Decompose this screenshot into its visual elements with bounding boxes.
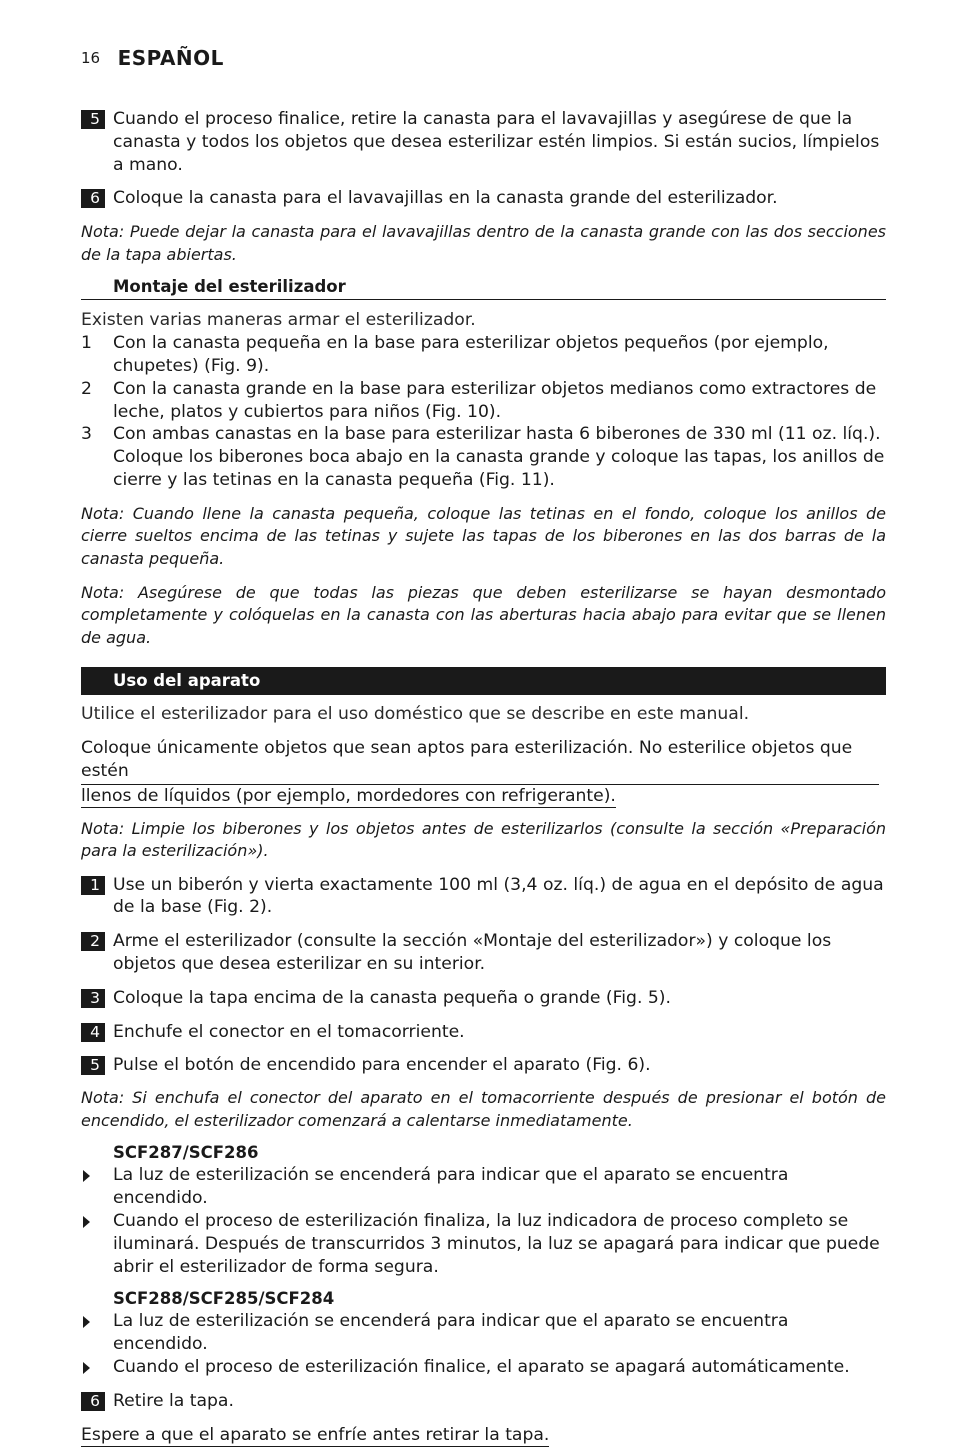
step-number-badge: 2 bbox=[81, 932, 105, 951]
step-text: Use un biberón y vierta exactamente 100 ml (3,4 oz. líq.) de agua en el depósito de agua de la base (Fig. 2). bbox=[113, 874, 884, 918]
note: Nota: Limpie los biberones y los objetos antes de esterilizarlos (consulte la sección «Preparación para la esterilización»). bbox=[81, 818, 886, 861]
step-text: Retire la tapa. bbox=[113, 1390, 234, 1411]
warning-text bbox=[81, 1424, 886, 1447]
list-number: 2 bbox=[81, 378, 92, 399]
list-item bbox=[81, 332, 886, 378]
step-item bbox=[81, 1054, 886, 1077]
bullet-item bbox=[81, 1310, 886, 1356]
page-header bbox=[81, 46, 224, 70]
warning-line: llenos de líquidos (por ejemplo, mordedores con refrigerante). bbox=[81, 785, 616, 806]
list-text: Con la canasta grande en la base para esterilizar objetos medianos como extractores de leche, platos y cubiertos para niños (Fig. 10). bbox=[113, 378, 877, 422]
step-number-badge: 4 bbox=[81, 1023, 105, 1042]
warning-line: Espere a que el aparato se enfríe antes retirar la tapa. bbox=[81, 1424, 550, 1445]
bullet-marker-icon bbox=[83, 1170, 90, 1182]
step-number-badge: 6 bbox=[81, 1392, 105, 1411]
list-item bbox=[81, 378, 886, 424]
bullet-text: Cuando el proceso de esterilización finalice, el aparato se apagará automáticamente. bbox=[113, 1357, 850, 1378]
list-item bbox=[81, 423, 886, 491]
bullet-marker-icon bbox=[83, 1216, 90, 1228]
list-number: 3 bbox=[81, 424, 92, 445]
bullet-text: La luz de esterilización se encenderá para indicar que el aparato se encuentra encendido. bbox=[113, 1311, 789, 1355]
step-number-badge: 1 bbox=[81, 876, 105, 895]
step-item bbox=[81, 1390, 886, 1413]
step-text: Coloque la tapa encima de la canasta pequeña o grande (Fig. 5). bbox=[113, 987, 671, 1008]
note: Nota: Si enchufa el conector del aparato en el tomacorriente después de presionar el botón de encendido, el esterilizador comenzará a calentarse inmediatamente. bbox=[81, 1088, 886, 1130]
warning-text bbox=[81, 737, 886, 807]
step-item bbox=[81, 187, 886, 210]
warning-line: Coloque únicamente objetos que sean aptos para esterilización. No esterilice objetos que estén bbox=[81, 737, 879, 785]
step-number-badge: 5 bbox=[81, 110, 105, 129]
step-number-badge: 3 bbox=[81, 989, 105, 1008]
step-item bbox=[81, 1021, 886, 1044]
model-heading: SCF287/SCF286 bbox=[113, 1143, 259, 1163]
bullet-item bbox=[81, 1356, 886, 1379]
section-intro: Utilice el esterilizador para el uso doméstico que se describe en este manual. bbox=[81, 704, 750, 725]
bullet-text: La luz de esterilización se encenderá para indicar que el aparato se encuentra encendido. bbox=[113, 1165, 789, 1209]
section-heading-uso: Uso del aparato bbox=[81, 667, 886, 695]
step-number-badge: 5 bbox=[81, 1056, 105, 1075]
list-text: Con ambas canastas en la base para esterilizar hasta 6 biberones de 330 ml (11 oz. líq.). Coloque los biberones boca abajo en la canasta grande y coloque las tapas, los anillos de cierre y las tetinas en la canasta pequeña (Fig. 11). bbox=[113, 424, 885, 490]
bullet-marker-icon bbox=[83, 1362, 90, 1374]
language-title: ESPAÑOL bbox=[117, 46, 224, 70]
bullet-item bbox=[81, 1164, 886, 1210]
step-text: Cuando el proceso finalice, retire la canasta para el lavavajillas y asegúrese de que la canasta y todos los objetos que desea esterilizar estén limpios. Si están sucios, límpielos a mano. bbox=[113, 109, 880, 175]
step-text: Arme el esterilizador (consulte la sección «Montaje del esterilizador») y coloque los objetos que desea esterilizar en su interior. bbox=[113, 931, 832, 975]
section-heading-montaje: Montaje del esterilizador bbox=[81, 277, 886, 300]
page-content bbox=[81, 108, 886, 1446]
step-text: Coloque la canasta para el lavavajillas en la canasta grande del esterilizador. bbox=[113, 188, 778, 209]
step-item bbox=[81, 874, 886, 920]
section-intro: Existen varias maneras armar el esterilizador. bbox=[81, 310, 476, 331]
step-text: Enchufe el conector en el tomacorriente. bbox=[113, 1021, 465, 1042]
note: Nota: Puede dejar la canasta para el lavavajillas dentro de la canasta grande con las dos secciones de la tapa abiertas. bbox=[81, 222, 886, 264]
step-item bbox=[81, 108, 886, 176]
note: Nota: Cuando llene la canasta pequeña, coloque las tetinas en el fondo, coloque los anillos de cierre sueltos encima de las tetinas y sujete las tapas de los biberones en las dos barras de la canasta pequeña. bbox=[81, 503, 886, 568]
page-number: 16 bbox=[81, 49, 101, 67]
note: Nota: Asegúrese de que todas las piezas que deben esterilizarse se hayan desmontado completamente y colóquelas en la canasta con las aberturas hacia abajo para evitar que se llenen de agua. bbox=[81, 582, 886, 647]
model-heading: SCF288/SCF285/SCF284 bbox=[113, 1289, 335, 1309]
step-text: Pulse el botón de encendido para encender el aparato (Fig. 6). bbox=[113, 1055, 651, 1076]
step-number-badge: 6 bbox=[81, 189, 105, 208]
list-text: Con la canasta pequeña en la base para esterilizar objetos pequeños (por ejemplo, chupetes) (Fig. 9). bbox=[113, 333, 829, 376]
bullet-text: Cuando el proceso de esterilización finaliza, la luz indicadora de proceso completo se iluminará. Después de transcurridos 3 minutos, la luz se apagará para indicar que puede abrir el esterilizador de forma segura. bbox=[113, 1211, 880, 1277]
bullet-marker-icon bbox=[83, 1316, 90, 1328]
step-item bbox=[81, 987, 886, 1010]
bullet-item bbox=[81, 1210, 886, 1278]
step-item bbox=[81, 930, 886, 976]
list-number: 1 bbox=[81, 333, 92, 354]
